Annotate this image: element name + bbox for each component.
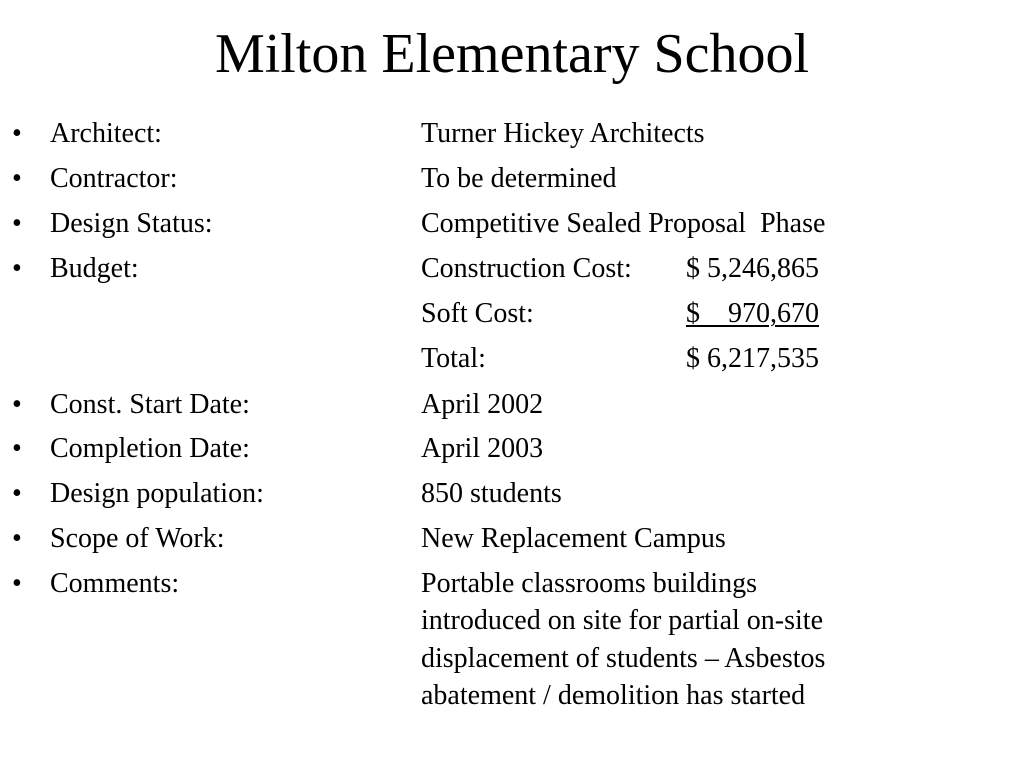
list-item-scope bbox=[0, 521, 1024, 557]
soft-cost-amount: $ 970,670 bbox=[686, 298, 819, 329]
comments-label: Comments: bbox=[50, 568, 180, 599]
start-date-label: Const. Start Date: bbox=[50, 389, 250, 420]
start-date-value: April 2002 bbox=[421, 389, 544, 420]
bullet-icon: • bbox=[12, 208, 22, 239]
contractor-label: Contractor: bbox=[50, 163, 178, 194]
total-label: Total: bbox=[421, 343, 486, 374]
total-amount: $ 6,217,535 bbox=[686, 343, 819, 374]
bullet-icon: • bbox=[12, 389, 22, 420]
budget-label: Budget: bbox=[50, 253, 139, 284]
list-item-contractor bbox=[0, 161, 1024, 197]
bullet-icon: • bbox=[12, 523, 22, 554]
list-item-completion-date bbox=[0, 431, 1024, 467]
completion-date-label: Completion Date: bbox=[50, 433, 250, 464]
design-status-value: Competitive Sealed Proposal Phase bbox=[421, 208, 826, 239]
bullet-icon: • bbox=[12, 433, 22, 464]
architect-label: Architect: bbox=[50, 118, 162, 149]
list-item-architect bbox=[0, 116, 1024, 152]
completion-date-value: April 2003 bbox=[421, 433, 544, 464]
comments-line-1: Portable classrooms buildings bbox=[421, 568, 757, 599]
list-item-start-date bbox=[0, 387, 1024, 423]
soft-cost-label: Soft Cost: bbox=[421, 298, 534, 329]
comments-line-2: introduced on site for partial on-site bbox=[421, 605, 823, 636]
bullet-icon: • bbox=[12, 568, 22, 599]
budget-soft-cost-row bbox=[0, 296, 1024, 332]
comments-line-3: displacement of students – Asbestos bbox=[421, 643, 826, 674]
design-population-value: 850 students bbox=[421, 478, 562, 509]
list-item-comments bbox=[0, 566, 1024, 602]
scope-label: Scope of Work: bbox=[50, 523, 225, 554]
bullet-icon: • bbox=[12, 478, 22, 509]
bullet-icon: • bbox=[12, 118, 22, 149]
list-item-design-population bbox=[0, 476, 1024, 512]
construction-cost-amount: $ 5,246,865 bbox=[686, 253, 819, 284]
bullet-icon: • bbox=[12, 163, 22, 194]
list-item-budget bbox=[0, 251, 1024, 287]
construction-cost-label: Construction Cost: bbox=[421, 253, 632, 284]
bullet-icon: • bbox=[12, 253, 22, 284]
list-item-design-status bbox=[0, 206, 1024, 242]
architect-value: Turner Hickey Architects bbox=[421, 118, 705, 149]
contractor-value: To be determined bbox=[421, 163, 617, 194]
slide-title: Milton Elementary School bbox=[214, 23, 810, 85]
budget-total-row bbox=[0, 341, 1024, 377]
comments-line-4: abatement / demolition has started bbox=[421, 680, 806, 711]
design-status-label: Design Status: bbox=[50, 208, 213, 239]
design-population-label: Design population: bbox=[50, 478, 264, 509]
scope-value: New Replacement Campus bbox=[421, 523, 726, 554]
